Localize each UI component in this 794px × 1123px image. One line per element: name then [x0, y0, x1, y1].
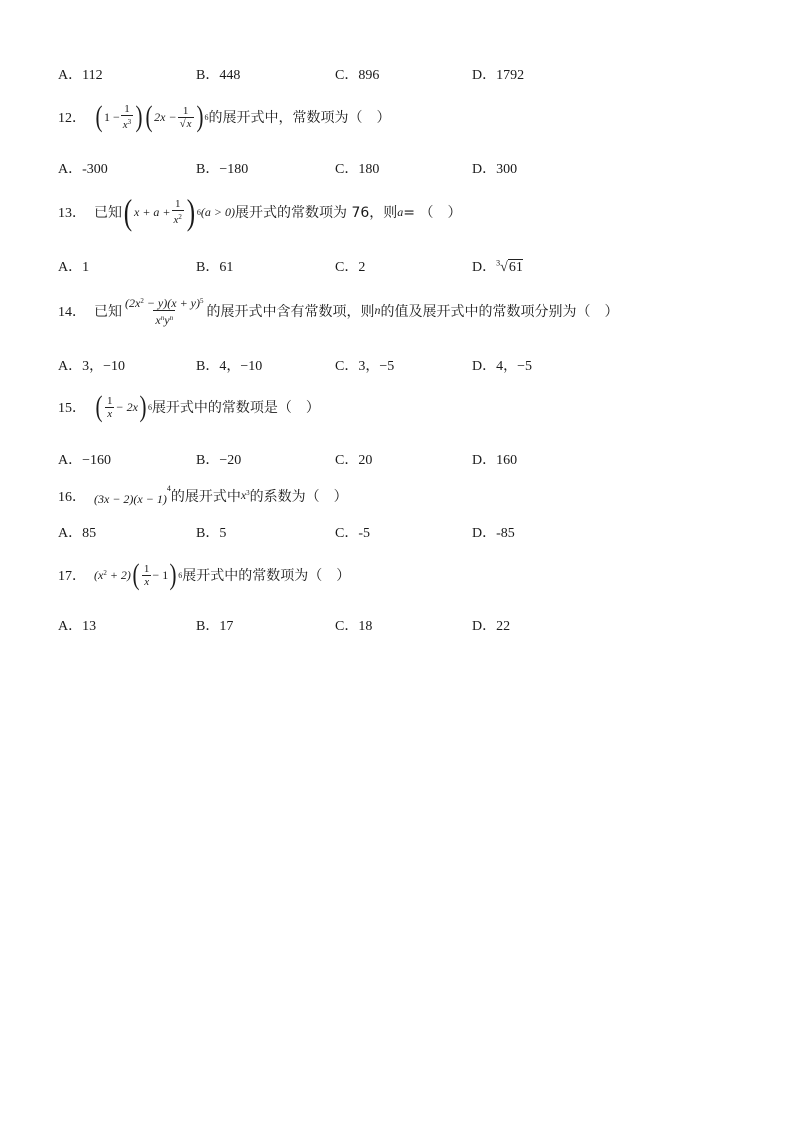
q17-option-d[interactable]: D．22 — [472, 619, 511, 634]
q13-option-b[interactable]: B．61 — [196, 260, 234, 275]
question-number: 16． — [58, 489, 86, 505]
q13-options — [58, 256, 678, 276]
question-12 — [58, 102, 391, 132]
q15-option-d[interactable]: D．160 — [472, 453, 518, 468]
q16-option-b[interactable]: B．5 — [196, 526, 227, 541]
q14-option-d[interactable]: D．4，−5 — [472, 359, 533, 374]
question-text-2: 的值及展开式中的常数项分别为（ ） — [380, 303, 619, 320]
q16-options — [58, 522, 678, 542]
question-number: 13． — [58, 206, 86, 221]
q15-options — [58, 449, 678, 469]
q13-formula: ( x + a + $\frac{1}{x^2}$ ) 6 — [123, 192, 201, 232]
question-number: 14． — [58, 304, 86, 320]
variable-a: a — [397, 204, 404, 219]
q14-option-a[interactable]: A．3，−10 — [58, 359, 126, 374]
q12-option-a[interactable]: A．-300 — [58, 162, 108, 177]
question-text: 展开式中的常数项为（ ） — [182, 568, 351, 584]
question-text-1: 的展开式中含有常数项，则 — [206, 303, 375, 320]
question-prefix: 已知 — [94, 205, 122, 221]
q12-options — [58, 158, 678, 178]
q14-option-b[interactable]: B．4，−10 — [196, 359, 263, 374]
question-16 — [58, 484, 348, 507]
q11-option-d[interactable]: D．1792 — [472, 68, 525, 83]
q13-condition: (a > 0) — [200, 204, 236, 219]
q14-formula: $\frac{(2x^2 - y)(x + y)^5}{x^ny^n}$ — [125, 296, 204, 327]
question-text: 展开式的常数项为 76，则 — [235, 205, 398, 221]
q17-option-a[interactable]: A．13 — [58, 619, 97, 634]
question-text-2: 的系数为（ ） — [249, 488, 348, 505]
q12-option-b[interactable]: B．−180 — [196, 162, 249, 177]
q16-term: $x^3$ — [240, 488, 250, 502]
question-13 — [58, 194, 461, 230]
question-number: 17． — [58, 569, 86, 584]
variable-n: n — [374, 303, 381, 317]
question-tail: = （ ） — [403, 205, 462, 221]
question-number: 15． — [58, 401, 86, 416]
q17-option-c[interactable]: C．18 — [335, 619, 373, 634]
q17-formula: $(x^2 + 2)$ ( $\frac{1}{x}$ − 1 ) 6 — [94, 558, 183, 591]
question-text: 的展开式中，常数项为（ ） — [208, 110, 391, 126]
q17-option-b[interactable]: B．17 — [196, 619, 234, 634]
question-text: 展开式中的常数项是（ ） — [151, 400, 320, 416]
question-15 — [58, 392, 320, 422]
q13-option-d[interactable]: D．$^3$√61 — [472, 258, 523, 275]
q15-formula: ( $\frac{1}{x}$ − 2x ) 6 — [95, 390, 152, 423]
q16-formula: $(3x - 2)(x - 1)^4$ — [94, 484, 171, 506]
q15-option-b[interactable]: B．−20 — [196, 453, 242, 468]
question-prefix: 已知 — [94, 303, 122, 320]
question-number: 12． — [58, 111, 86, 126]
q15-option-a[interactable]: A．−160 — [58, 453, 112, 468]
question-14 — [58, 294, 619, 327]
q11-option-c[interactable]: C．896 — [335, 68, 380, 83]
q12-option-d[interactable]: D．300 — [472, 162, 518, 177]
question-text-1: 的展开式中 — [170, 488, 241, 505]
q15-option-c[interactable]: C．20 — [335, 453, 373, 468]
q11-option-a[interactable]: A．112 — [58, 68, 103, 83]
question-17 — [58, 560, 350, 590]
q16-option-c[interactable]: C．-5 — [335, 526, 370, 541]
q11-options — [58, 64, 678, 84]
q13-option-a[interactable]: A．1 — [58, 260, 90, 275]
q14-option-c[interactable]: C．3，−5 — [335, 359, 395, 374]
q12-formula: ( 1 − $\frac{1}{x^3}$ ) ( 2x − $\frac{1}{√x}$ ) 6 — [95, 100, 209, 133]
q16-option-a[interactable]: A．85 — [58, 526, 97, 541]
q17-options — [58, 615, 678, 635]
q12-option-c[interactable]: C．180 — [335, 162, 380, 177]
q13-option-c[interactable]: C．2 — [335, 260, 366, 275]
q11-option-b[interactable]: B．448 — [196, 68, 241, 83]
q16-option-d[interactable]: D．-85 — [472, 526, 515, 541]
q14-options — [58, 355, 678, 375]
